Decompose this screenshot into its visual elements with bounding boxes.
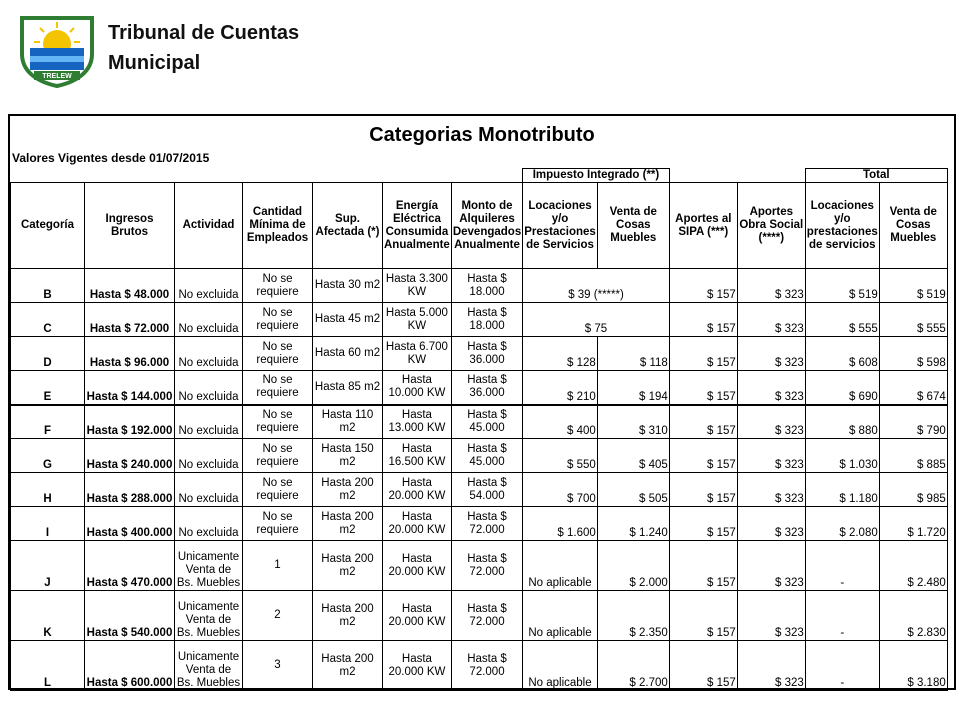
table-row [11,473,948,507]
cell-total-locaciones: $ 880 [805,405,879,439]
header-aportes-obra-social: Aportes Obra Social (****) [737,183,805,269]
table-row [11,439,948,473]
header-actividad: Actividad [175,183,243,269]
cell-aportes-obra-social: $ 323 [737,371,805,405]
cell-locaciones: $ 128 [523,337,598,371]
cell-energia: Hasta 20.000 KW [383,541,452,591]
logo-text: TRELEW [42,73,72,80]
cell-actividad: No excluida [175,507,243,541]
cell-categoria: F [11,405,85,439]
cell-energia: Hasta 3.300 KW [383,269,452,303]
cell-energia: Hasta 13.000 KW [383,405,452,439]
cell-cantidad-empleados: No se requiere [243,337,313,371]
organization-name-line2: Municipal [108,52,201,74]
cell-energia: Hasta 16.500 KW [383,439,452,473]
cell-actividad: Unicamente Venta de Bs. Muebles [175,641,243,691]
cell-alquileres: Hasta $ 36.000 [451,337,522,371]
cell-alquileres: Hasta $ 45.000 [451,405,522,439]
cell-total-venta: $ 598 [879,337,947,371]
cell-categoria: I [11,507,85,541]
cell-sup-afectada: Hasta 200 m2 [313,473,383,507]
header-cantidad-empleados: Cantidad Mínima de Empleados [243,183,313,269]
cell-aportes-sipa: $ 157 [669,269,737,303]
cell-categoria: E [11,371,85,405]
table-row [11,591,948,641]
cell-alquileres: Hasta $ 72.000 [451,541,522,591]
cell-alquileres: Hasta $ 72.000 [451,591,522,641]
cell-ingresos-brutos: Hasta $ 600.000 [85,641,175,691]
table-row [11,337,948,371]
cell-sup-afectada: Hasta 200 m2 [313,507,383,541]
cell-ingresos-brutos: Hasta $ 72.000 [85,303,175,337]
cell-categoria: D [11,337,85,371]
cell-cantidad-empleados: No se requiere [243,303,313,337]
cell-aportes-obra-social: $ 323 [737,591,805,641]
cell-alquileres: Hasta $ 54.000 [451,473,522,507]
cell-locaciones: $ 1.600 [523,507,598,541]
cell-sup-afectada: Hasta 85 m2 [313,371,383,405]
cell-actividad: Unicamente Venta de Bs. Muebles [175,591,243,641]
cell-total-locaciones: - [805,541,879,591]
cell-actividad: No excluida [175,439,243,473]
cell-total-venta: $ 790 [879,405,947,439]
cell-alquileres: Hasta $ 18.000 [451,269,522,303]
table-row [11,541,948,591]
cell-ingresos-brutos: Hasta $ 96.000 [85,337,175,371]
cell-aportes-sipa: $ 157 [669,371,737,405]
header-categoria: Categoría [11,183,85,269]
cell-categoria: H [11,473,85,507]
table-row [11,641,948,691]
cell-locaciones: No aplicable [523,591,598,641]
header-venta-cosas: Venta de Cosas Muebles [597,183,669,269]
cell-actividad: No excluida [175,473,243,507]
organization-name-line1: Tribunal de Cuentas [108,22,300,44]
cell-ingresos-brutos: Hasta $ 144.000 [85,371,175,405]
cell-sup-afectada: Hasta 45 m2 [313,303,383,337]
cell-aportes-obra-social: $ 323 [737,507,805,541]
cell-aportes-obra-social: $ 323 [737,641,805,691]
cell-total-locaciones: - [805,641,879,691]
cell-total-venta: $ 1.720 [879,507,947,541]
cell-energia: Hasta 20.000 KW [383,591,452,641]
cell-total-locaciones: $ 690 [805,371,879,405]
cell-aportes-sipa: $ 157 [669,541,737,591]
header-ingresos-brutos: Ingresos Brutos [85,183,175,269]
cell-cantidad-empleados: No se requiere [243,405,313,439]
cell-actividad: Unicamente Venta de Bs. Muebles [175,541,243,591]
cell-ingresos-brutos: Hasta $ 288.000 [85,473,175,507]
cell-aportes-sipa: $ 157 [669,439,737,473]
cell-cantidad-empleados: No se requiere [243,371,313,405]
header-impuesto-integrado: Impuesto Integrado (**) [523,169,670,183]
cell-sup-afectada: Hasta 30 m2 [313,269,383,303]
cell-aportes-obra-social: $ 323 [737,337,805,371]
cell-energia: Hasta 20.000 KW [383,641,452,691]
cell-venta-cosas: $ 310 [597,405,669,439]
cell-venta-cosas: $ 1.240 [597,507,669,541]
cell-aportes-obra-social: $ 323 [737,405,805,439]
cell-actividad: No excluida [175,371,243,405]
cell-aportes-sipa: $ 157 [669,337,737,371]
header-locaciones: Locaciones y/o Prestaciones de Servicios [523,183,598,269]
cell-cantidad-empleados: 2 [243,591,313,641]
cell-ingresos-brutos: Hasta $ 240.000 [85,439,175,473]
cell-alquileres: Hasta $ 72.000 [451,641,522,691]
table-row [11,303,948,337]
cell-locaciones: No aplicable [523,541,598,591]
sheet-subtitle: Valores Vigentes desde 01/07/2015 [12,151,210,165]
header-total-venta: Venta de Cosas Muebles [879,183,947,269]
cell-categoria: G [11,439,85,473]
cell-venta-cosas: $ 118 [597,337,669,371]
table-row [11,269,948,303]
cell-total-locaciones: $ 608 [805,337,879,371]
cell-sup-afectada: Hasta 110 m2 [313,405,383,439]
cell-aportes-sipa: $ 157 [669,303,737,337]
cell-venta-cosas: $ 2.000 [597,541,669,591]
cell-total-venta: $ 674 [879,371,947,405]
cell-sup-afectada: Hasta 200 m2 [313,591,383,641]
cell-venta-cosas: $ 405 [597,439,669,473]
monotributo-sheet [8,114,956,690]
cell-categoria: B [11,269,85,303]
cell-ingresos-brutos: Hasta $ 400.000 [85,507,175,541]
cell-cantidad-empleados: No se requiere [243,507,313,541]
cell-alquileres: Hasta $ 72.000 [451,507,522,541]
cell-categoria: K [11,591,85,641]
cell-total-venta: $ 885 [879,439,947,473]
sheet-title: Categorias Monotributo [369,124,595,146]
cell-total-venta: $ 985 [879,473,947,507]
cell-energia: Hasta 20.000 KW [383,507,452,541]
cell-cantidad-empleados: 3 [243,641,313,691]
cell-actividad: No excluida [175,269,243,303]
cell-impuesto-integrado: $ 75 [523,303,670,337]
table-row [11,405,948,439]
cell-total-locaciones: $ 519 [805,269,879,303]
cell-energia: Hasta 5.000 KW [383,303,452,337]
cell-locaciones: $ 700 [523,473,598,507]
cell-total-venta: $ 2.480 [879,541,947,591]
cell-cantidad-empleados: 1 [243,541,313,591]
cell-total-locaciones: - [805,591,879,641]
cell-aportes-sipa: $ 157 [669,591,737,641]
cell-aportes-obra-social: $ 323 [737,439,805,473]
cell-total-venta: $ 2.830 [879,591,947,641]
cell-actividad: No excluida [175,303,243,337]
cell-energia: Hasta 6.700 KW [383,337,452,371]
cell-venta-cosas: $ 194 [597,371,669,405]
cell-total-locaciones: $ 1.030 [805,439,879,473]
cell-aportes-obra-social: $ 323 [737,303,805,337]
cell-total-locaciones: $ 555 [805,303,879,337]
cell-venta-cosas: $ 2.350 [597,591,669,641]
cell-categoria: J [11,541,85,591]
cell-ingresos-brutos: Hasta $ 540.000 [85,591,175,641]
cell-actividad: No excluida [175,405,243,439]
header-total: Total [805,169,947,183]
cell-actividad: No excluida [175,337,243,371]
cell-sup-afectada: Hasta 60 m2 [313,337,383,371]
cell-ingresos-brutos: Hasta $ 192.000 [85,405,175,439]
header-total-locaciones: Locaciones y/o prestaciones de servicios [805,183,879,269]
cell-alquileres: Hasta $ 45.000 [451,439,522,473]
cell-aportes-sipa: $ 157 [669,507,737,541]
cell-sup-afectada: Hasta 150 m2 [313,439,383,473]
header-alquileres: Monto de Alquileres Devengados Anualmente [451,183,522,269]
cell-alquileres: Hasta $ 36.000 [451,371,522,405]
cell-total-venta: $ 3.180 [879,641,947,691]
cell-energia: Hasta 10.000 KW [383,371,452,405]
cell-cantidad-empleados: No se requiere [243,269,313,303]
header-sup-afectada: Sup. Afectada (*) [313,183,383,269]
cell-aportes-obra-social: $ 323 [737,473,805,507]
cell-categoria: C [11,303,85,337]
cell-aportes-sipa: $ 157 [669,641,737,691]
cell-alquileres: Hasta $ 18.000 [451,303,522,337]
cell-sup-afectada: Hasta 200 m2 [313,541,383,591]
categories-table [10,168,948,691]
cell-venta-cosas: $ 505 [597,473,669,507]
cell-energia: Hasta 20.000 KW [383,473,452,507]
cell-aportes-sipa: $ 157 [669,405,737,439]
cell-aportes-sipa: $ 157 [669,473,737,507]
cell-categoria: L [11,641,85,691]
cell-aportes-obra-social: $ 323 [737,541,805,591]
table-row [11,371,948,405]
cell-total-locaciones: $ 1.180 [805,473,879,507]
table-row [11,507,948,541]
cell-ingresos-brutos: Hasta $ 470.000 [85,541,175,591]
cell-locaciones: $ 400 [523,405,598,439]
cell-ingresos-brutos: Hasta $ 48.000 [85,269,175,303]
cell-total-venta: $ 519 [879,269,947,303]
cell-total-locaciones: $ 2.080 [805,507,879,541]
cell-impuesto-integrado: $ 39 (*****) [523,269,670,303]
header-energia: Energía Eléctrica Consumida Anualmente [383,183,452,269]
cell-locaciones: No aplicable [523,641,598,691]
cell-total-venta: $ 555 [879,303,947,337]
header-aportes-sipa: Aportes al SIPA (***) [669,183,737,269]
cell-aportes-obra-social: $ 323 [737,269,805,303]
cell-cantidad-empleados: No se requiere [243,473,313,507]
cell-cantidad-empleados: No se requiere [243,439,313,473]
cell-venta-cosas: $ 2.700 [597,641,669,691]
cell-locaciones: $ 550 [523,439,598,473]
trelew-crest-logo [18,14,96,88]
cell-sup-afectada: Hasta 200 m2 [313,641,383,691]
cell-locaciones: $ 210 [523,371,598,405]
